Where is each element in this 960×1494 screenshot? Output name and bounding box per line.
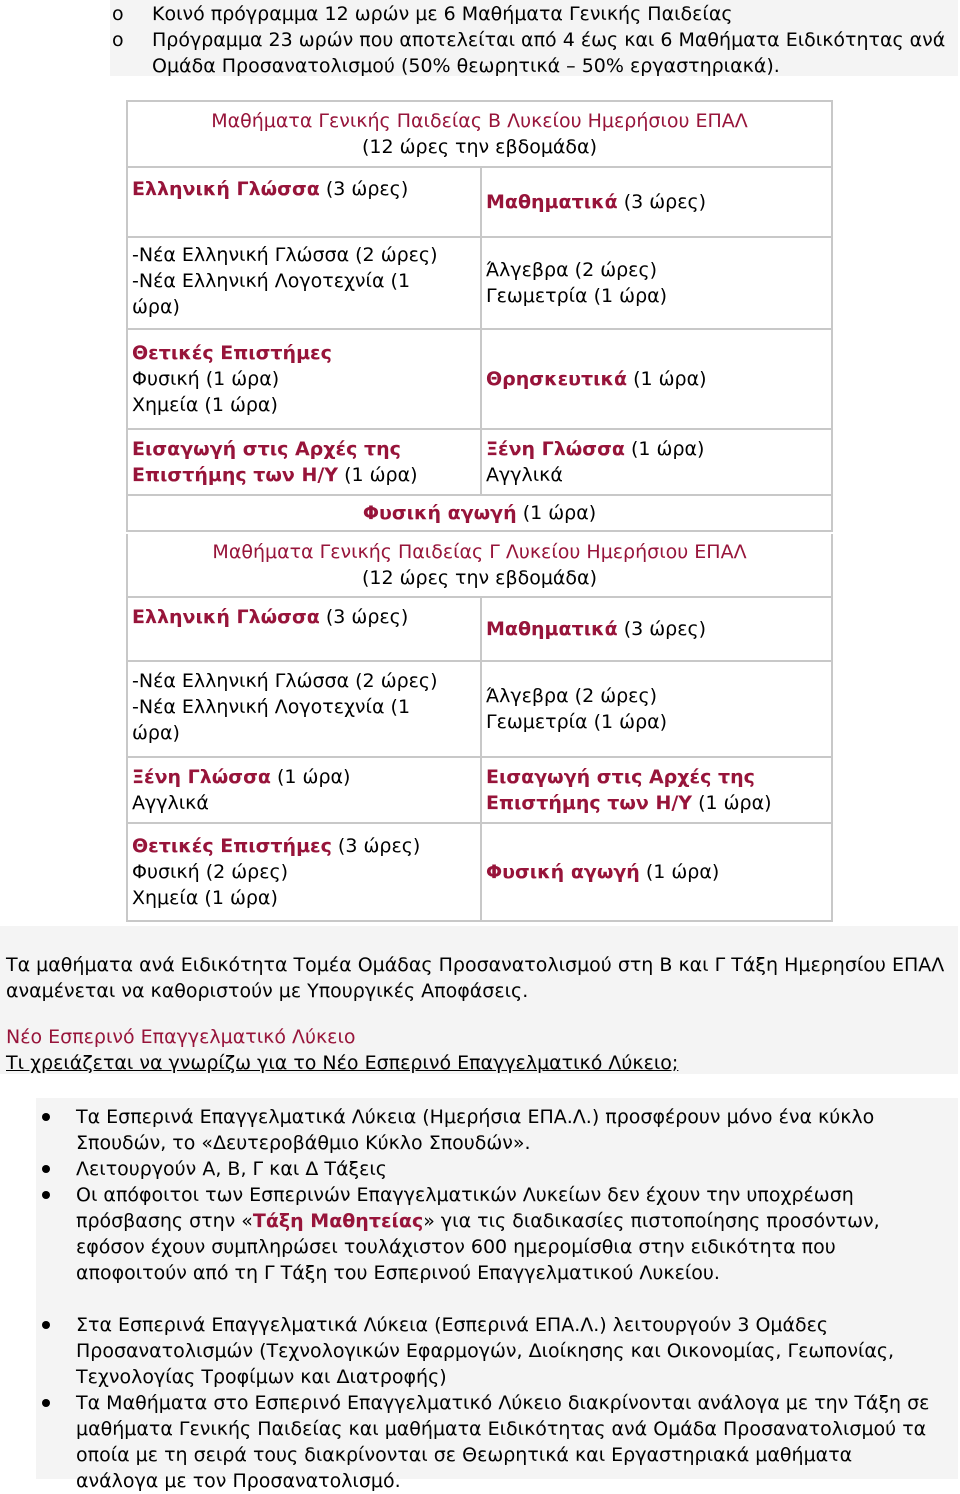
language-cell bbox=[128, 758, 482, 824]
subject-name: Εισαγωγή στις Αρχές της Επιστήμης των Η/Υ bbox=[486, 766, 755, 814]
language-cell bbox=[482, 430, 831, 496]
subject-detail: Γεωμετρία (1 ώρα) bbox=[486, 711, 668, 733]
subject-detail: Φυσική (2 ώρες) bbox=[132, 861, 289, 883]
subject-hours: (3 ώρες) bbox=[617, 191, 707, 213]
subject-detail: Χημεία (1 ώρα) bbox=[132, 394, 278, 416]
subject-hours: (3 ώρες) bbox=[319, 606, 409, 628]
cs-cell bbox=[128, 430, 482, 496]
subject-hours: (1 ώρα) bbox=[627, 368, 707, 390]
math-cell bbox=[482, 598, 831, 662]
subject-name: Θετικές Επιστήμες bbox=[132, 342, 332, 364]
subject-detail: Αγγλικά bbox=[486, 464, 563, 486]
subject-name: Φυσική αγωγή bbox=[486, 861, 640, 883]
list-item: Τα Εσπερινά Επαγγελματικά Λύκεια (Ημερήσια ΕΠΑ.Λ.) προσφέρουν μόνο ένα κύκλο Σπουδών, το «Δευτεροβάθμιο Κύκλο Σπουδών». bbox=[40, 1104, 940, 1156]
night-school-link[interactable]: Τι χρειάζεται να γνωρίζω για το Νέο Εσπερινό Επαγγελματικό Λύκειο; bbox=[6, 1052, 679, 1074]
subject-name: Μαθηματικά bbox=[486, 191, 618, 213]
subject-detail: -Νέα Ελληνική Λογοτεχνία (1 ώρα) bbox=[132, 270, 411, 318]
bullet-list bbox=[40, 1104, 940, 1494]
subject-detail: Χημεία (1 ώρα) bbox=[132, 887, 278, 909]
subject-name: Εισαγωγή στις Αρχές της Επιστήμης των Η/Υ bbox=[132, 438, 401, 486]
subject-detail: Άλγεβρα (2 ώρες) bbox=[486, 685, 658, 707]
subject-hours: (1 ώρα) bbox=[692, 792, 772, 814]
table-c-lyceum bbox=[126, 534, 833, 922]
list-item: o Πρόγραμμα 23 ωρών που αποτελείται από 4 έως και 6 Μαθήματα Ειδικότητας ανά Ομάδα Προσανατολισμού (50% θεωρητικά – 50% εργαστηριακά). bbox=[112, 27, 952, 79]
subject-name: Ελληνική Γλώσσα bbox=[132, 178, 320, 200]
list-item: Λειτουργούν Α, Β, Γ και Δ Τάξεις bbox=[40, 1156, 940, 1182]
night-school-heading: Νέο Εσπερινό Επαγγελματικό Λύκειο bbox=[6, 1026, 356, 1048]
greek-cell bbox=[128, 168, 482, 238]
subject-name: Ξένη Γλώσσα bbox=[132, 766, 271, 788]
math-sub-cell bbox=[482, 662, 831, 758]
subject-name: Μαθηματικά bbox=[486, 618, 618, 640]
list-item: Τα Μαθήματα στο Εσπερινό Επαγγελματικό Λύκειο διακρίνονται ανάλογα με την Τάξη σε μαθήματα Γενικής Παιδείας και μαθήματα Ειδικότητας ανά Ομάδα Προσανατολισμού τα οποία με τη σειρά τους διακρίνονται σε Θεωρητικά και Εργαστηριακά μαθήματα ανάλογα με τον Προσανατολισμό. bbox=[40, 1390, 940, 1494]
table-b-lyceum bbox=[126, 100, 833, 532]
subject-hours: (1 ώρα) bbox=[270, 766, 351, 788]
subject-hours: (1 ώρα) bbox=[624, 438, 705, 460]
table-title-cell bbox=[128, 102, 831, 168]
table-subtitle: (12 ώρες την εβδομάδα) bbox=[361, 136, 597, 158]
cs-cell bbox=[482, 758, 831, 824]
table-title: Μαθήματα Γενικής Παιδείας Γ Λυκείου Ημερήσιου ΕΠΑΛ bbox=[212, 541, 747, 563]
subject-hours: (3 ώρες) bbox=[331, 835, 421, 857]
subject-hours: (1 ώρα) bbox=[338, 464, 418, 486]
subject-name: Θετικές Επιστήμες bbox=[132, 835, 332, 857]
greek-sub-cell bbox=[128, 238, 482, 330]
subject-hours: (1 ώρα) bbox=[516, 502, 597, 524]
subject-detail: Φυσική (1 ώρα) bbox=[132, 368, 280, 390]
religion-cell bbox=[482, 330, 831, 430]
science-cell bbox=[128, 330, 482, 430]
bullet-text: » για τις διαδικασίες πιστοποίησης προσόντων, εφόσον έχουν συμπληρώσει τουλάχιστον 600 ημερομίσθια στην ειδικότητα που αποφοιτούν από τη Γ Τάξη του Εσπερινού Επαγγελματικού Λυκείου. bbox=[76, 1210, 880, 1284]
subject-detail: Άλγεβρα (2 ώρες) bbox=[486, 259, 658, 281]
top-list bbox=[112, 1, 952, 79]
subject-detail: Αγγλικά bbox=[132, 792, 209, 814]
greek-sub-cell bbox=[128, 662, 482, 758]
math-cell bbox=[482, 168, 831, 238]
table-subtitle: (12 ώρες την εβδομάδα) bbox=[361, 567, 597, 589]
subject-name: Θρησκευτικά bbox=[486, 368, 628, 390]
bullet-bold: Τάξη Μαθητείας bbox=[252, 1210, 424, 1232]
bullet-text: Οι απόφοιτοι των Εσπερινών Επαγγελματικών Λυκείων δεν έχουν την υποχρέωση πρόσβασης στην « bbox=[76, 1184, 854, 1232]
subject-detail: -Νέα Ελληνική Λογοτεχνία (1 ώρα) bbox=[132, 696, 411, 744]
subject-hours: (3 ώρες) bbox=[617, 618, 707, 640]
greek-cell bbox=[128, 598, 482, 662]
subject-detail: -Νέα Ελληνική Γλώσσα (2 ώρες) bbox=[132, 670, 438, 692]
math-sub-cell bbox=[482, 238, 831, 330]
pe-cell bbox=[128, 496, 831, 530]
subject-name: Ελληνική Γλώσσα bbox=[132, 606, 320, 628]
list-item: o Κοινό πρόγραμμα 12 ωρών με 6 Μαθήματα Γενικής Παιδείας bbox=[112, 1, 952, 27]
subject-hours: (3 ώρες) bbox=[319, 178, 409, 200]
subject-name: Ξένη Γλώσσα bbox=[486, 438, 625, 460]
subject-hours: (1 ώρα) bbox=[639, 861, 720, 883]
list-item: Στα Εσπερινά Επαγγελματικά Λύκεια (Εσπερινά ΕΠΑ.Λ.) λειτουργούν 3 Ομάδες Προσανατολισμών (Τεχνολογικών Εφαρμογών, Διοίκησης και Οικονομίας, Γεωπονίας, Τεχνολογίας Τροφίμων και Διατροφής) bbox=[40, 1312, 940, 1390]
subject-detail: -Νέα Ελληνική Γλώσσα (2 ώρες) bbox=[132, 244, 438, 266]
subject-name: Φυσική αγωγή bbox=[362, 502, 517, 524]
list-item bbox=[40, 1182, 940, 1286]
table-title-cell bbox=[128, 534, 831, 598]
pe-cell bbox=[482, 824, 831, 920]
science-cell bbox=[128, 824, 482, 920]
note-paragraph: Τα μαθήματα ανά Ειδικότητα Τομέα Ομάδας Προσανατολισμού στη Β και Γ Τάξη Ημερησίου ΕΠΑΛ αναμένεται να καθοριστούν με Υπουργικές Αποφάσεις. bbox=[6, 954, 945, 1002]
subject-detail: Γεωμετρία (1 ώρα) bbox=[486, 285, 668, 307]
table-title: Μαθήματα Γενικής Παιδείας Β Λυκείου Ημερήσιου ΕΠΑΛ bbox=[211, 110, 748, 132]
